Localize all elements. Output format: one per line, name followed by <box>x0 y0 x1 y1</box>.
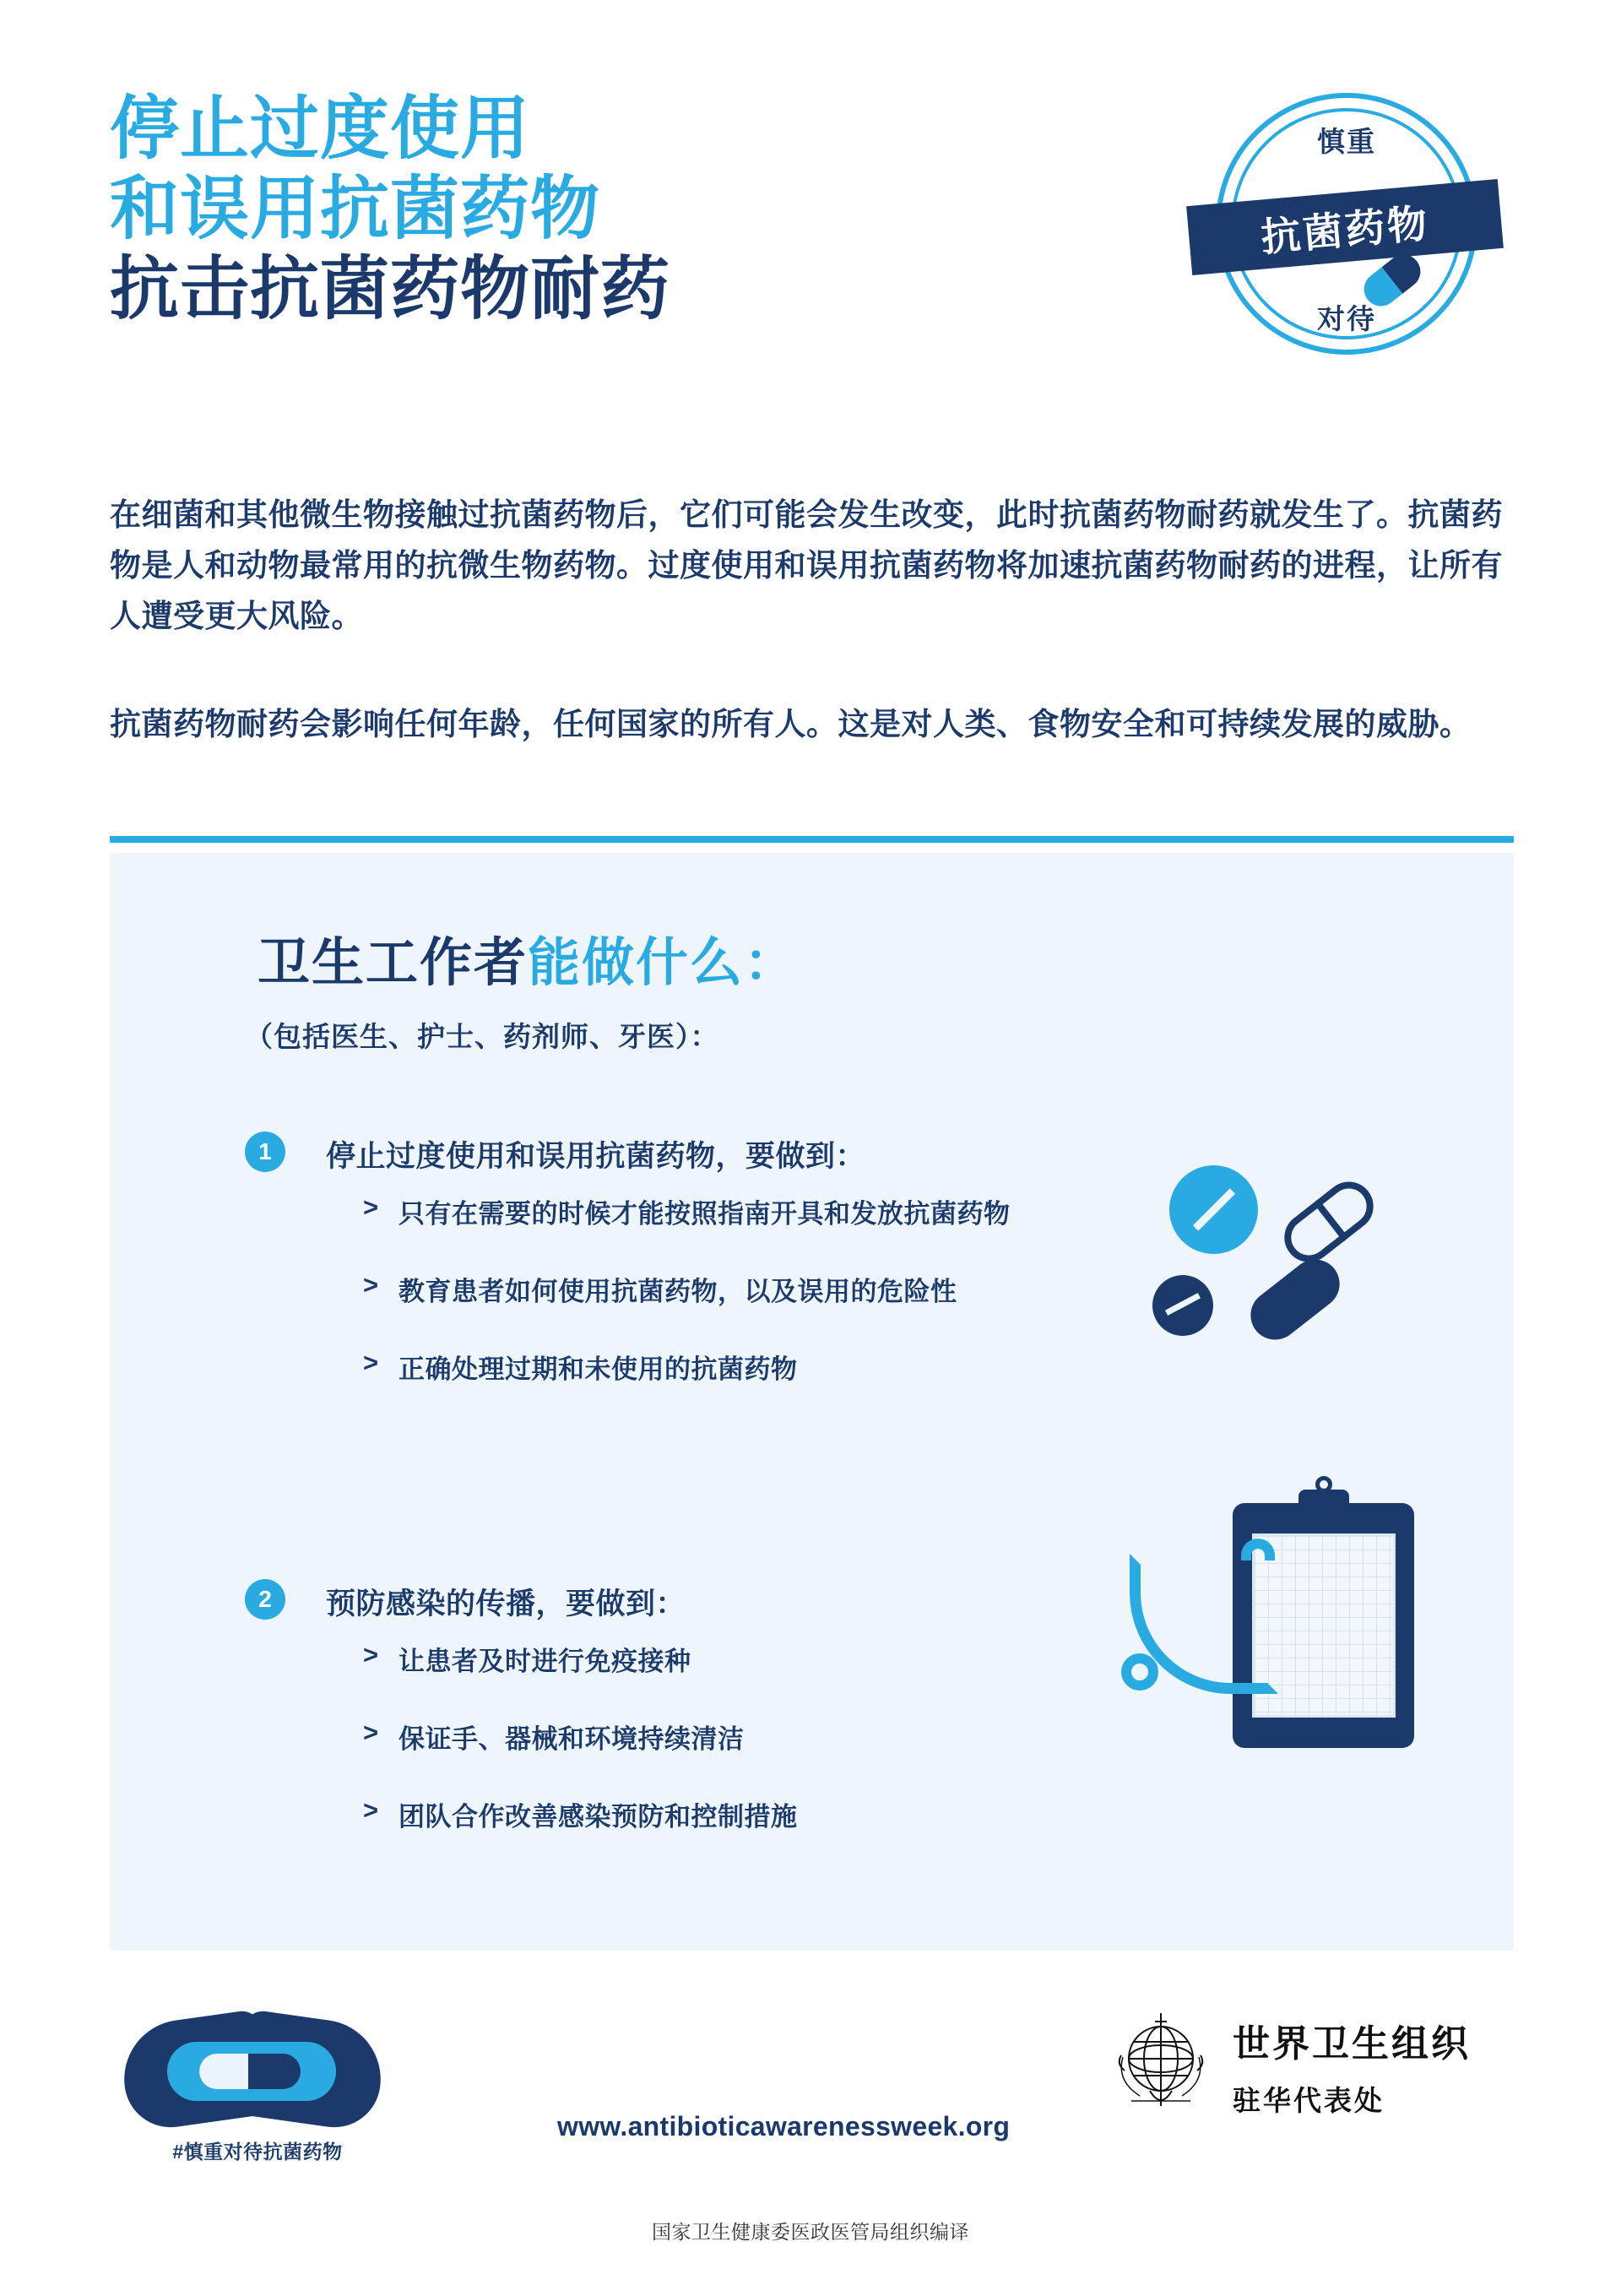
bullet-text: 保证手、器械和环境持续清洁 <box>398 1724 745 1754</box>
title-line-3: 抗击抗菌药物耐药 <box>110 251 671 328</box>
intro-paragraph-1: 在细菌和其他微生物接触过抗菌药物后，它们可能会发生改变，此时抗菌药物耐药就发生了。抗菌药物是人和动物最常用的抗微生物药物。过度使用和误用抗菌药物将加速抗菌药物耐药的进程，让所有人遭受更大风险。 <box>110 497 1503 633</box>
bullet-text: 教育患者如何使用抗菌药物，以及误用的危险性 <box>398 1277 957 1306</box>
bullet-item <box>363 1640 1207 1678</box>
chevron-right-icon: > <box>363 1348 379 1377</box>
section-divider <box>110 836 1514 843</box>
clipboard-stethoscope-icon <box>1114 1486 1444 1782</box>
panel-title-light: 能做什么： <box>528 934 799 992</box>
chevron-right-icon: > <box>363 1192 379 1222</box>
chevron-right-icon: > <box>363 1640 379 1669</box>
antibiotic-stamp-badge <box>1182 84 1494 388</box>
who-office: 驻华代表处 <box>1233 2085 1385 2116</box>
bullet-text: 只有在需要的时候才能按照指南开具和发放抗菌药物 <box>398 1199 1011 1229</box>
item-bullet-list <box>363 1640 1207 1873</box>
who-name: 世界卫生组织 <box>1233 2023 1471 2065</box>
item-heading: 预防感染的传播，要做到： <box>326 1588 686 1620</box>
bullet-text: 团队合作改善感染预防和控制措施 <box>398 1802 798 1832</box>
bullet-item <box>363 1348 1207 1386</box>
clipboard-ring <box>1315 1476 1332 1493</box>
chevron-right-icon: > <box>363 1718 379 1747</box>
badge-banner-label: 抗菌药物 <box>1259 199 1432 260</box>
hands-logo <box>118 2001 397 2162</box>
capsule-solid-icon <box>1241 1250 1350 1349</box>
panel-subtitle: （包括医生、护士、药剂师、牙医）： <box>245 1021 719 1052</box>
panel-title-dark: 卫生工作者 <box>258 934 529 992</box>
chevron-right-icon: > <box>363 1270 379 1300</box>
stethoscope-head <box>1121 1653 1158 1691</box>
item-heading: 停止过度使用和误用抗菌药物，要做到： <box>326 1140 866 1173</box>
intro-paragraph-2: 抗菌药物耐药会影响任何年龄，任何国家的所有人。这是对人类、食物安全和可持续发展的威胁。 <box>110 707 1472 741</box>
campaign-url[interactable]: www.antibioticawarenessweek.org <box>557 2111 1011 2141</box>
pills-icon <box>1144 1157 1414 1368</box>
page-title <box>110 89 1064 329</box>
bullet-item <box>363 1718 1207 1756</box>
panel-title <box>258 920 798 996</box>
bullet-item <box>363 1795 1207 1833</box>
badge-bottom-label: 对待 <box>1317 303 1376 334</box>
who-text-block <box>1233 2013 1471 2119</box>
capsule-outline-icon <box>1275 1172 1384 1272</box>
who-logo <box>1106 2001 1511 2145</box>
health-worker-panel <box>110 853 1514 1951</box>
item-number-badge: 1 <box>245 1132 285 1172</box>
item-number-badge: 2 <box>245 1579 285 1620</box>
credit-line: 国家卫生健康委医政医管局组织编译 <box>652 2221 969 2243</box>
who-emblem-icon <box>1106 2006 1216 2116</box>
capsule-icon <box>199 2054 301 2089</box>
title-line-2: 和误用抗菌药物 <box>110 171 601 248</box>
title-line-1: 停止过度使用 <box>110 90 531 167</box>
bullet-item <box>363 1270 1207 1308</box>
bullet-text: 让患者及时进行免疫接种 <box>398 1647 691 1676</box>
tablet-large-icon <box>1169 1165 1258 1254</box>
item-bullet-list <box>363 1192 1207 1425</box>
tablet-small-icon <box>1152 1275 1213 1336</box>
badge-top-label: 慎重 <box>1317 126 1376 157</box>
bullet-item <box>363 1192 1207 1230</box>
hashtag-label: #慎重对待抗菌药物 <box>172 2141 343 2163</box>
chevron-right-icon: > <box>363 1795 379 1825</box>
clipboard-clamp <box>1298 1490 1349 1520</box>
bullet-text: 正确处理过期和未使用的抗菌药物 <box>398 1354 798 1384</box>
